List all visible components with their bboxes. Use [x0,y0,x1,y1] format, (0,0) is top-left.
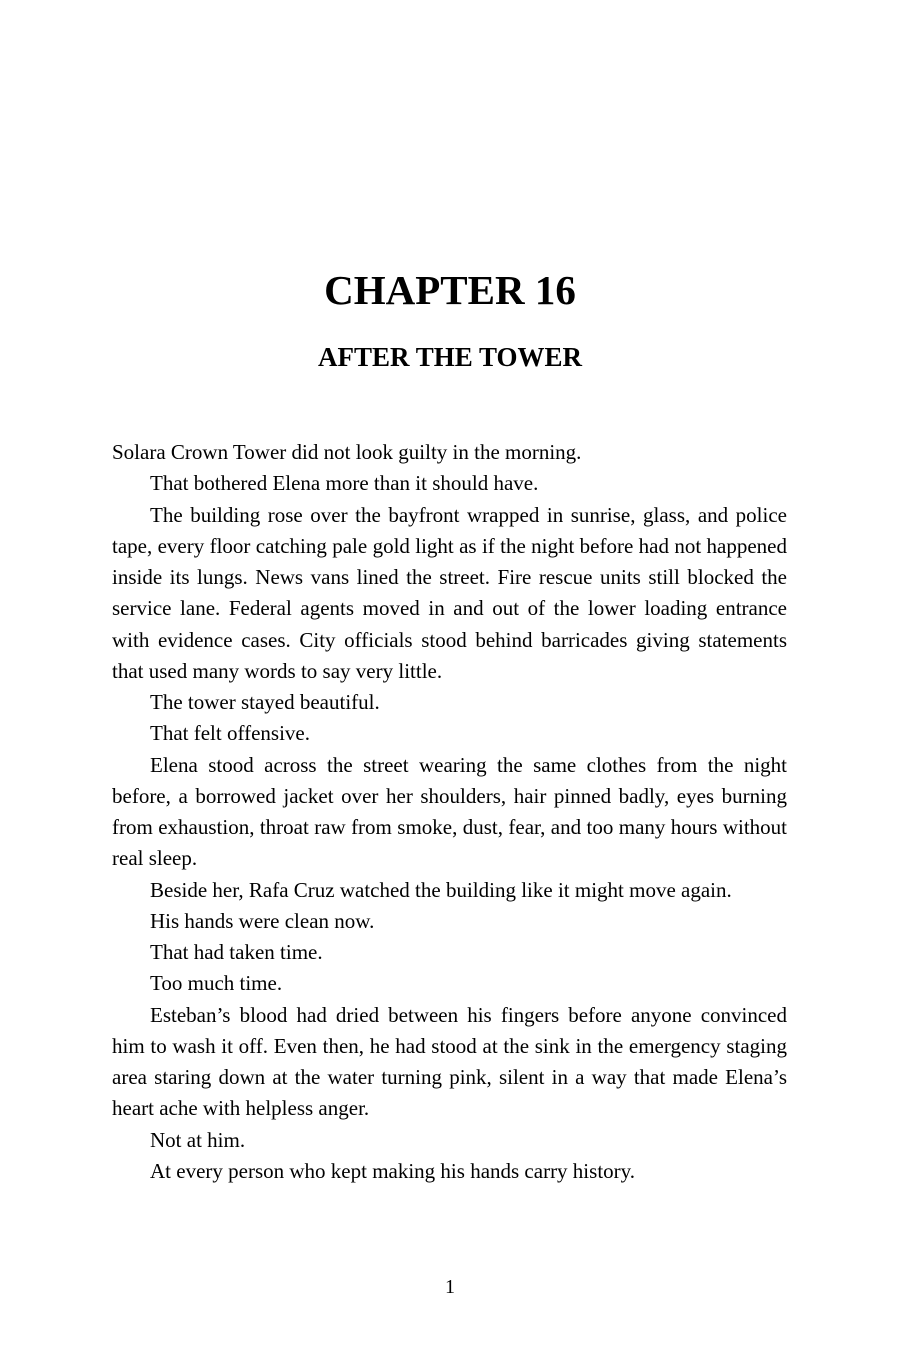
paragraph: At every person who kept making his hands carry history. [150,1158,636,1183]
paragraph: Too much time. [150,971,283,996]
paragraph: Esteban’s blood had dried between his fingers before anyone convinced him to wash it off. Even then, he had stood at the sink in the emergency staging area staring down at the water turning pink, silent in a way that made Elena’s heart ache with helpless anger. [112,1002,787,1121]
paragraph: Not at him. [150,1127,246,1152]
chapter-title: AFTER THE TOWER [317,342,583,372]
paragraph: The building rose over the bayfront wrapped in sunrise, glass, and police tape, every floor catching pale gold light as if the night before had not happened inside its lungs. News vans lined the street. Fire rescue units still blocked the service lane. Federal agents moved in and out of the lower loading entrance with evidence cases. City officials stood behind barricades giving statements that used many words to say very little. [112,502,787,683]
paragraph: That had taken time. [150,940,323,964]
paragraph: Solara Crown Tower did not look guilty in the morning. [112,440,582,464]
chapter-number: CHAPTER 16 [324,267,576,313]
paragraph: Beside her, Rafa Cruz watched the building like it might move again. [150,877,732,902]
paragraph: His hands were clean now. [150,908,375,933]
paragraph: Elena stood across the street wearing the same clothes from the night before, a borrowed jacket over her shoulders, hair pinned badly, eyes burning from exhaustion, throat raw from smoke, dust, fear, and too many hours without real sleep. [112,752,787,871]
paragraph: That bothered Elena more than it should have. [150,471,539,496]
paragraph: The tower stayed beautiful. [150,690,380,714]
paragraph: That felt offensive. [150,721,310,746]
page-number: 1 [445,1276,455,1298]
chapter-body [112,437,787,1187]
